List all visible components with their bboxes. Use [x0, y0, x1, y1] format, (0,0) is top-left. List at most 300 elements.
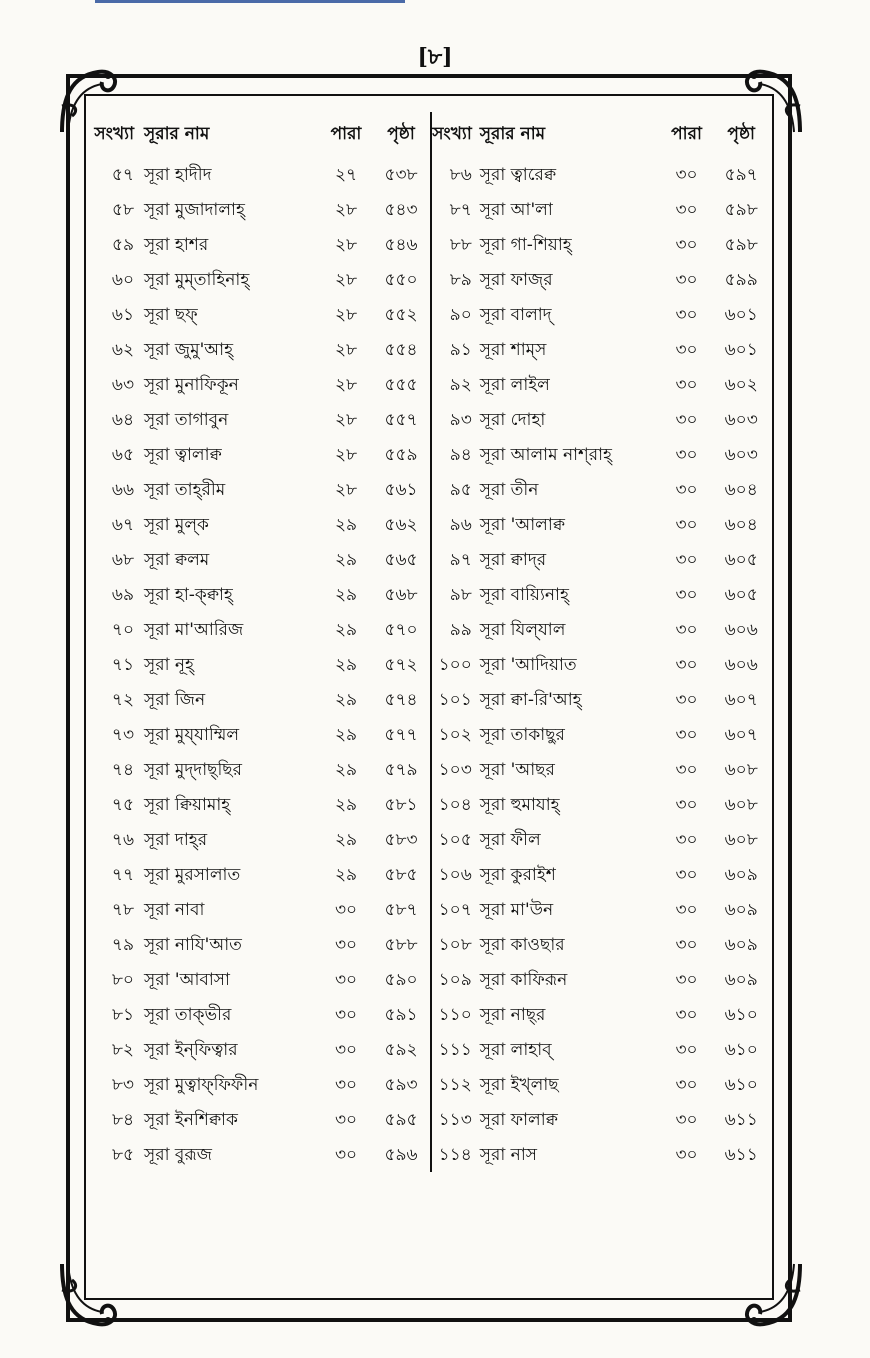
para-number: ৩০	[675, 584, 698, 605]
table-row	[432, 438, 770, 473]
surah-name: সূরা ইনশিক্বাক	[144, 1109, 238, 1130]
para-number: ৩০	[675, 619, 698, 640]
table-row	[432, 193, 770, 228]
page-number-cell: ৫৭৯	[384, 759, 418, 780]
page-number-cell: ৬০৪	[724, 514, 758, 535]
serial-number: ৮৭	[449, 199, 472, 220]
table-row	[432, 963, 770, 998]
header-page: পৃষ্ঠা	[727, 124, 755, 144]
table-row	[432, 718, 770, 753]
table-row	[432, 648, 770, 683]
page-number-cell: ৫৭৭	[384, 724, 418, 745]
para-number: ২৯	[334, 724, 358, 745]
page-number-cell: ৫৯৯	[724, 269, 758, 290]
serial-number: ৬০	[111, 269, 134, 290]
page-number-cell: ৫৯৭	[724, 164, 758, 185]
para-number: ২৯	[334, 794, 358, 815]
table-row	[92, 753, 430, 788]
page-number-cell: ৬০৫	[724, 549, 758, 570]
para-number: ৩০	[334, 1039, 358, 1060]
para-number: ৩০	[675, 724, 698, 745]
page-number-cell: ৬০৪	[724, 479, 758, 500]
serial-number: ৬৯	[111, 584, 134, 605]
page-number-cell: ৫৬৮	[384, 584, 418, 605]
page-number-cell: ৬০৫	[724, 584, 758, 605]
header-name: সূরার নাম	[479, 124, 546, 144]
surah-name: সূরা যিল্‌যাল	[479, 619, 566, 640]
surah-name: সূরা মুনাফিকূন	[144, 374, 239, 395]
para-number: ৩০	[675, 654, 698, 675]
para-number: ২৮	[334, 304, 358, 325]
para-number: ৩০	[675, 689, 698, 710]
surah-name: সূরা ইখ্‌লাছ	[479, 1074, 559, 1095]
table-row	[432, 543, 770, 578]
table-row	[92, 368, 430, 403]
surah-name: সূরা বালাদ্	[479, 304, 552, 325]
surah-name: সূরা নূহ্	[144, 654, 194, 675]
page-number-cell: ৫৯১	[384, 1004, 418, 1025]
serial-number: ১০৪	[438, 794, 472, 815]
serial-number: ৮৪	[111, 1109, 134, 1130]
serial-number: ৯৭	[449, 549, 472, 570]
surah-name: সূরা বুরূজ	[144, 1144, 212, 1165]
serial-number: ৮৮	[449, 234, 472, 255]
table-row	[432, 1033, 770, 1068]
table-row	[92, 263, 430, 298]
surah-name: সূরা লাহাব্	[479, 1039, 552, 1060]
para-number: ৩০	[675, 199, 698, 220]
table-row	[432, 788, 770, 823]
para-number: ৩০	[675, 374, 698, 395]
surah-name: সূরা তাকাছুর	[479, 724, 565, 745]
para-number: ৩০	[675, 1109, 698, 1130]
surah-name: সূরা ফীল	[479, 829, 541, 850]
para-number: ৩০	[675, 934, 698, 955]
para-number: ২৮	[334, 444, 358, 465]
serial-number: ৮০	[111, 969, 134, 990]
serial-number: ৯৮	[449, 584, 472, 605]
para-number: ২৮	[334, 339, 358, 360]
surah-name: সূরা মুয্‌যাম্মিল	[144, 724, 240, 745]
serial-number: ১০৭	[438, 899, 472, 920]
table-row	[432, 263, 770, 298]
para-number: ২৯	[334, 584, 358, 605]
surah-name: সূরা 'আলাক্ব	[479, 514, 565, 535]
serial-number: ১০৬	[438, 864, 472, 885]
left-column	[92, 112, 432, 1172]
page-number-cell: ৬০৮	[724, 794, 758, 815]
para-number: ৩০	[675, 514, 698, 535]
table-row	[92, 823, 430, 858]
serial-number: ৬২	[111, 339, 134, 360]
serial-number: ৭৯	[111, 934, 134, 955]
table-row	[432, 753, 770, 788]
surah-name: সূরা তাহ্‌রীম	[144, 479, 226, 500]
page-number-cell: ৫৯৮	[724, 234, 758, 255]
surah-name: সূরা তাক্‌ভীর	[144, 1004, 232, 1025]
table-row	[92, 648, 430, 683]
table-row	[432, 473, 770, 508]
surah-name: সূরা ফালাক্ব	[479, 1109, 558, 1130]
surah-name: সূরা তাগাবুন	[144, 409, 229, 430]
table-row	[432, 1068, 770, 1103]
serial-number: ৬৭	[111, 514, 134, 535]
table-row	[432, 683, 770, 718]
header-serial: সংখ্যা	[432, 124, 472, 144]
serial-number: ১০৩	[438, 759, 472, 780]
page-number-cell: ৬১০	[724, 1039, 758, 1060]
para-number: ২৮	[334, 269, 358, 290]
para-number: ৩০	[675, 759, 698, 780]
page-number-cell: ৫৮৭	[384, 899, 418, 920]
table-row	[432, 403, 770, 438]
para-number: ৩০	[675, 269, 698, 290]
surah-name: সূরা শাম্‌স	[479, 339, 547, 360]
serial-number: ৬৮	[111, 549, 134, 570]
surah-name: সূরা কাওছার	[479, 934, 565, 955]
page-number-cell: ৬১১	[724, 1109, 758, 1130]
para-number: ২৮	[334, 199, 358, 220]
page-number-cell: ৬০৮	[724, 759, 758, 780]
table-row	[432, 228, 770, 263]
surah-name: সূরা মা'আরিজ	[144, 619, 244, 640]
para-number: ৩০	[675, 479, 698, 500]
para-number: ২৯	[334, 514, 358, 535]
para-number: ৩০	[675, 164, 698, 185]
surah-name: সূরা কুরাইশ	[479, 864, 556, 885]
surah-name: সূরা ক্বাদ্‌র	[479, 549, 547, 570]
table-row	[92, 1138, 430, 1173]
page-number-cell: ৫৬৫	[384, 549, 418, 570]
corner-ornament-icon	[58, 1260, 128, 1330]
surah-name: সূরা 'আবাসা	[144, 969, 230, 990]
page-number-cell: ৬০১	[724, 339, 758, 360]
serial-number: ৬১	[111, 304, 134, 325]
right-rows	[432, 158, 770, 1173]
surah-name: সূরা 'আদিয়াত	[479, 654, 577, 675]
surah-name: সূরা মুত্বাফ্‌ফিফীন	[144, 1074, 259, 1095]
surah-name: সূরা নাস	[479, 1144, 537, 1165]
surah-name: সূরা ক্বলম	[144, 549, 210, 570]
table-row	[92, 718, 430, 753]
page-number-cell: ৫৮১	[384, 794, 418, 815]
table-row	[92, 543, 430, 578]
table-row	[92, 788, 430, 823]
surah-name: সূরা নাবা	[144, 899, 205, 920]
para-number: ২৯	[334, 689, 358, 710]
para-number: ২৯	[334, 829, 358, 850]
serial-number: ৮৯	[449, 269, 472, 290]
surah-name: সূরা ক্বা-রি'আহ্	[479, 689, 582, 710]
surah-name: সূরা মুজাদালাহ্	[144, 199, 245, 220]
table-row	[432, 1138, 770, 1173]
serial-number: ৭৮	[111, 899, 134, 920]
surah-name: সূরা বায়্যিনাহ্	[479, 584, 569, 605]
page-number-cell: ৫৩৮	[384, 164, 418, 185]
header-row	[92, 112, 430, 158]
surah-name: সূরা ত্বালাক্ব	[144, 444, 222, 465]
para-number: ২৮	[334, 409, 358, 430]
table-row	[92, 613, 430, 648]
serial-number: ৯০	[449, 304, 472, 325]
serial-number: ৭১	[111, 654, 134, 675]
page-number-cell: ৫৭৪	[384, 689, 418, 710]
table-row	[432, 578, 770, 613]
serial-number: ১০৫	[438, 829, 472, 850]
para-number: ৩০	[675, 304, 698, 325]
table-row	[92, 473, 430, 508]
header-name: সূরার নাম	[144, 124, 210, 144]
serial-number: ৯৫	[449, 479, 472, 500]
serial-number: ৬৩	[111, 374, 134, 395]
para-number: ৩০	[675, 794, 698, 815]
surah-name: সূরা জুমু'আহ্	[144, 339, 233, 360]
surah-name: সূরা দোহা	[479, 409, 546, 430]
table-row	[92, 228, 430, 263]
serial-number: ৯৩	[449, 409, 472, 430]
page-number-cell: ৬০৮	[724, 829, 758, 850]
para-number: ৩০	[675, 899, 698, 920]
table-row	[92, 193, 430, 228]
para-number: ৩০	[675, 864, 698, 885]
table-row	[432, 298, 770, 333]
table-row	[92, 998, 430, 1033]
header-para: পারা	[330, 124, 362, 144]
page-number-cell: ৫৫৫	[384, 374, 418, 395]
page-number-cell: ৬০১	[724, 304, 758, 325]
table-row	[92, 298, 430, 333]
table-row	[432, 333, 770, 368]
serial-number: ৮৫	[111, 1144, 134, 1165]
para-number: ৩০	[334, 1004, 358, 1025]
para-number: ৩০	[334, 899, 358, 920]
page-number-cell: ৫৮৮	[384, 934, 418, 955]
page-number-cell: ৫৮৩	[384, 829, 418, 850]
page-number-cell: ৬১১	[724, 1144, 758, 1165]
serial-number: ৭৩	[111, 724, 134, 745]
surah-name: সূরা মুম্‌তাহিনাহ্	[144, 269, 250, 290]
surah-name: সূরা হুমাযাহ্	[479, 794, 560, 815]
page-number-cell: ৬০৭	[724, 689, 758, 710]
page-number-cell: ৫৯২	[384, 1039, 418, 1060]
corner-ornament-icon	[734, 1260, 804, 1330]
serial-number: ১১৪	[438, 1144, 472, 1165]
page-number-cell: ৫৪৬	[384, 234, 418, 255]
serial-number: ১০১	[438, 689, 472, 710]
para-number: ৩০	[675, 1074, 698, 1095]
surah-name: সূরা নাছ্‌র	[479, 1004, 546, 1025]
serial-number: ৮৩	[111, 1074, 134, 1095]
page-number-cell: ৬০৯	[724, 969, 758, 990]
page-number-cell: ৫৯৮	[724, 199, 758, 220]
page-number-cell: ৫৯৫	[384, 1109, 418, 1130]
header-page: পৃষ্ঠা	[387, 124, 415, 144]
table-row	[432, 158, 770, 193]
page-number: [৮]	[417, 44, 453, 70]
page-number-cell: ৬০৯	[724, 934, 758, 955]
para-number: ৩০	[675, 444, 698, 465]
para-number: ৩০	[334, 969, 358, 990]
page-number-cell: ৫৫০	[384, 269, 418, 290]
surah-name: সূরা ইন্‌ফিত্বার	[144, 1039, 238, 1060]
serial-number: ১১১	[438, 1039, 472, 1060]
para-number: ৩০	[675, 234, 698, 255]
top-edge-line	[95, 0, 405, 3]
serial-number: ৯১	[449, 339, 472, 360]
table-row	[432, 858, 770, 893]
table-row	[92, 1033, 430, 1068]
table-row	[92, 578, 430, 613]
surah-name: সূরা 'আছর	[479, 759, 555, 780]
surah-name: সূরা দাহ্‌র	[144, 829, 208, 850]
page-number-cell: ৫৯৩	[384, 1074, 418, 1095]
page-number-cell: ৫৬১	[384, 479, 418, 500]
serial-number: ১১০	[438, 1004, 472, 1025]
page-number-cell: ৫৫৯	[384, 444, 418, 465]
para-number: ২৯	[334, 759, 358, 780]
surah-name: সূরা ত্বারেক্ব	[479, 164, 557, 185]
para-number: ২৯	[334, 549, 358, 570]
surah-name: সূরা মুরসালাত	[144, 864, 241, 885]
header-row	[432, 112, 770, 158]
para-number: ৩০	[334, 1144, 358, 1165]
table-row	[432, 1103, 770, 1138]
table-row	[432, 998, 770, 1033]
surah-name: সূরা মুদ্‌দাছ্‌ছির	[144, 759, 242, 780]
serial-number: ১০৯	[438, 969, 472, 990]
serial-number: ৮৬	[449, 164, 472, 185]
para-number: ২৯	[334, 864, 358, 885]
para-number: ৩০	[334, 934, 358, 955]
serial-number: ৭৭	[111, 864, 134, 885]
serial-number: ৯৬	[449, 514, 472, 535]
surah-name: সূরা ফাজ্‌র	[479, 269, 553, 290]
table-row	[92, 438, 430, 473]
left-rows	[92, 158, 430, 1173]
page-number-cell: ৫৪৩	[384, 199, 418, 220]
surah-name: সূরা জিন	[144, 689, 206, 710]
para-number: ২৯	[334, 619, 358, 640]
serial-number: ৬৫	[111, 444, 134, 465]
para-number: ৩০	[334, 1074, 358, 1095]
surah-name: সূরা তীন	[479, 479, 539, 500]
page-number-cell: ৫৫২	[384, 304, 418, 325]
serial-number: ৭৪	[111, 759, 134, 780]
table-row	[432, 893, 770, 928]
serial-number: ৯২	[449, 374, 472, 395]
para-number: ২৭	[334, 164, 358, 185]
table-row	[92, 963, 430, 998]
serial-number: ৭৬	[111, 829, 134, 850]
table-row	[92, 158, 430, 193]
para-number: ৩০	[675, 409, 698, 430]
para-number: ৩০	[334, 1109, 358, 1130]
para-number: ৩০	[675, 1004, 698, 1025]
right-column	[432, 112, 770, 1182]
table-row	[92, 1068, 430, 1103]
para-number: ২৮	[334, 234, 358, 255]
surah-name: সূরা হা-ক্ক্বাহ্	[144, 584, 233, 605]
para-number: ৩০	[675, 549, 698, 570]
page-number-cell: ৫৮৫	[384, 864, 418, 885]
serial-number: ৫৮	[111, 199, 134, 220]
header-serial: সংখ্যা	[94, 124, 134, 144]
table-row	[432, 928, 770, 963]
page-number-cell: ৬০৯	[724, 864, 758, 885]
page-number-cell: ৬০৯	[724, 899, 758, 920]
serial-number: ৭৫	[111, 794, 134, 815]
page-number-cell: ৫৫৪	[384, 339, 418, 360]
surah-name: সূরা মা'উন	[479, 899, 554, 920]
para-number: ৩০	[675, 1144, 698, 1165]
table-row	[92, 508, 430, 543]
page-number-cell: ৫৫৭	[384, 409, 418, 430]
page-number-cell: ৫৭০	[384, 619, 418, 640]
page-number-cell: ৫৭২	[384, 654, 418, 675]
surah-name: সূরা আ'লা	[479, 199, 553, 220]
serial-number: ৬৬	[111, 479, 134, 500]
page-number-cell: ৬০৭	[724, 724, 758, 745]
surah-name: সূরা আলাম নাশ্‌রাহ্	[479, 444, 612, 465]
page-number-cell: ৬১০	[724, 1074, 758, 1095]
serial-number: ৮২	[111, 1039, 134, 1060]
table-row	[92, 858, 430, 893]
serial-number: ১০২	[438, 724, 472, 745]
para-number: ৩০	[675, 829, 698, 850]
table-row	[92, 928, 430, 963]
serial-number: ৭২	[111, 689, 134, 710]
serial-number: ৬৪	[111, 409, 134, 430]
page-number-cell: ৫৬২	[384, 514, 418, 535]
table-row	[432, 823, 770, 858]
table-row	[92, 893, 430, 928]
serial-number: ৫৯	[111, 234, 134, 255]
surah-name: সূরা কাফিরূন	[479, 969, 568, 990]
header-para: পারা	[671, 124, 702, 144]
surah-name: সূরা হাশর	[144, 234, 209, 255]
serial-number: ১০০	[438, 654, 472, 675]
surah-name: সূরা হাদীদ	[144, 164, 212, 185]
serial-number: ৯৪	[449, 444, 472, 465]
surah-name: সূরা লাইল	[479, 374, 550, 395]
table-row	[432, 508, 770, 543]
table-row	[92, 1103, 430, 1138]
page-number-cell: ৬০৩	[724, 409, 758, 430]
para-number: ২৮	[334, 479, 358, 500]
serial-number: ১১৩	[438, 1109, 472, 1130]
para-number: ৩০	[675, 339, 698, 360]
para-number: ২৯	[334, 654, 358, 675]
surah-name: সূরা নাযি'আত	[144, 934, 242, 955]
table-row	[432, 368, 770, 403]
serial-number: ১১২	[438, 1074, 472, 1095]
page-number-cell: ৫৯৬	[384, 1144, 418, 1165]
page-number-cell: ৫৯০	[384, 969, 418, 990]
table-row	[432, 613, 770, 648]
serial-number: ৯৯	[449, 619, 472, 640]
serial-number: ৫৭	[111, 164, 134, 185]
serial-number: ৮১	[111, 1004, 134, 1025]
page-number-cell: ৬০৬	[724, 654, 758, 675]
surah-name: সূরা গা-শিয়াহ্	[479, 234, 572, 255]
table-row	[92, 403, 430, 438]
page-number-cell: ৬১০	[724, 1004, 758, 1025]
table-row	[92, 683, 430, 718]
para-number: ২৮	[334, 374, 358, 395]
page-number-cell: ৬০৬	[724, 619, 758, 640]
table-row	[92, 333, 430, 368]
serial-number: ১০৮	[438, 934, 472, 955]
